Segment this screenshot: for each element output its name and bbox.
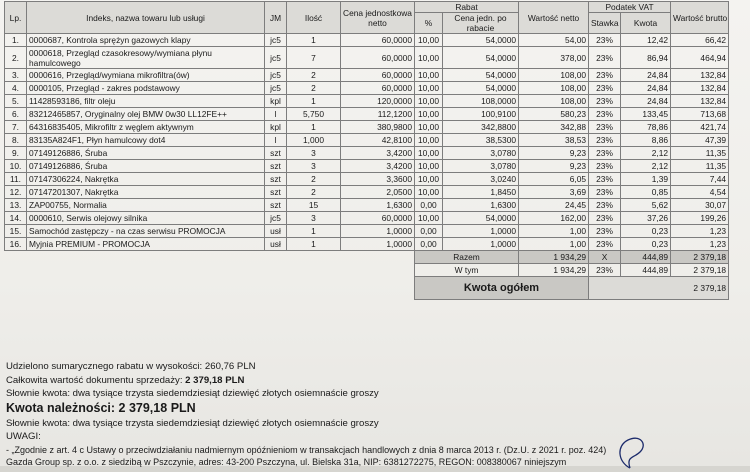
cell-vat-amount: 86,94 <box>621 47 671 69</box>
cell-qty: 1 <box>287 34 341 47</box>
cell-name: 0000618, Przegląd czasokresowy/wymiana płynu hamulcowego <box>27 47 265 69</box>
cell-name: 0000610, Serwis olejowy silnika <box>27 212 265 225</box>
handwritten-mark-icon <box>600 432 660 472</box>
cell-net: 6,05 <box>519 173 589 186</box>
cell-net: 162,00 <box>519 212 589 225</box>
cell-qty: 2 <box>287 173 341 186</box>
cell-net: 108,00 <box>519 95 589 108</box>
table-row <box>5 147 729 160</box>
cell-rabat-pct: 10,00 <box>415 82 443 95</box>
cell-rabat-price: 1,0000 <box>443 238 519 251</box>
table-row <box>5 238 729 251</box>
cell-name: 11428593186, filtr oleju <box>27 95 265 108</box>
cell-vat-rate: 23% <box>589 47 621 69</box>
cell-rabat-price: 1,8450 <box>443 186 519 199</box>
cell-name: 83212465857, Oryginalny olej BMW 0w30 LL12FE++ <box>27 108 265 121</box>
cell-name: 07149126886, Śruba <box>27 160 265 173</box>
cell-rabat-price: 3,0780 <box>443 160 519 173</box>
cell-lp: 7. <box>5 121 27 134</box>
discount-label: Udzielono sumarycznego rabatu w wysokości: <box>6 361 203 372</box>
cell-name: 07147306224, Nakrętka <box>27 173 265 186</box>
cell-net: 9,23 <box>519 160 589 173</box>
col-rabat-header: Rabat <box>415 2 519 13</box>
cell-gross: 713,68 <box>671 108 729 121</box>
cell-net: 9,23 <box>519 147 589 160</box>
cell-qty: 2 <box>287 186 341 199</box>
cell-lp: 12. <box>5 186 27 199</box>
cell-vat-rate: 23% <box>589 147 621 160</box>
due-value: 2 379,18 <box>118 401 168 415</box>
col-lp-header: Lp. <box>5 2 27 34</box>
col-unit-price-header: Cena jednostkowa netto <box>341 2 415 34</box>
cell-qty: 3 <box>287 212 341 225</box>
due-currency: PLN <box>170 401 196 415</box>
cell-unit-price: 60,0000 <box>341 47 415 69</box>
words-label-1: Słownie kwota: <box>6 388 70 399</box>
cell-rabat-pct: 10,00 <box>415 160 443 173</box>
cell-net: 24,45 <box>519 199 589 212</box>
cell-unit-price: 3,4200 <box>341 160 415 173</box>
cell-rabat-pct: 0,00 <box>415 238 443 251</box>
table-row <box>5 225 729 238</box>
cell-vat-amount: 78,86 <box>621 121 671 134</box>
discount-line <box>6 361 256 372</box>
cell-gross: 1,23 <box>671 225 729 238</box>
razem-vat: 444,89 <box>621 251 671 264</box>
words-line-2 <box>6 418 379 429</box>
cell-qty: 1,000 <box>287 134 341 147</box>
col-rabat-pct-header: % <box>415 13 443 34</box>
table-row <box>5 108 729 121</box>
table-row <box>5 134 729 147</box>
cell-gross: 421,74 <box>671 121 729 134</box>
cell-vat-rate: 23% <box>589 186 621 199</box>
cell-vat-rate: 23% <box>589 212 621 225</box>
cell-qty: 1 <box>287 225 341 238</box>
cell-unit-price: 120,0000 <box>341 95 415 108</box>
note-line-2: Gazda Group sp. z o.o. z siedzibą w Pszczynie, adres: 43-200 Pszczyna, ul. Bielska 31a, NIP: 6381272275, REGON: 008380067 niniejszym <box>6 457 567 467</box>
cell-jm: kpl <box>265 121 287 134</box>
cell-net: 580,23 <box>519 108 589 121</box>
cell-vat-amount: 133,45 <box>621 108 671 121</box>
note-line-1: - „Zgodnie z art. 4 c Ustawy o przeciwdziałaniu nadmiernym opóźnieniom w transakcjach handlowych z dnia 8 marca 2013 r. (Dz.U. z 2021 r. poz. 424) <box>6 445 607 455</box>
cell-unit-price: 1,0000 <box>341 238 415 251</box>
cell-name: 0000105, Przegląd - zakres podstawowy <box>27 82 265 95</box>
cell-net: 38,53 <box>519 134 589 147</box>
cell-rabat-price: 54,0000 <box>443 212 519 225</box>
cell-net: 1,00 <box>519 238 589 251</box>
discount-currency: PLN <box>236 361 256 372</box>
cell-lp: 8. <box>5 134 27 147</box>
cell-qty: 15 <box>287 199 341 212</box>
cell-qty: 1 <box>287 238 341 251</box>
cell-jm: szt <box>265 173 287 186</box>
summary-total-row <box>5 277 729 300</box>
cell-lp: 2. <box>5 47 27 69</box>
table-row <box>5 121 729 134</box>
cell-lp: 11. <box>5 173 27 186</box>
cell-rabat-pct: 10,00 <box>415 173 443 186</box>
cell-rabat-price: 1,6300 <box>443 199 519 212</box>
cell-qty: 5,750 <box>287 108 341 121</box>
col-qty-header: Ilość <box>287 2 341 34</box>
cell-rabat-price: 1,0000 <box>443 225 519 238</box>
cell-jm: kpl <box>265 95 287 108</box>
col-vat-header: Podatek VAT <box>589 2 671 13</box>
cell-rabat-pct: 0,00 <box>415 225 443 238</box>
doc-value-line <box>6 375 244 386</box>
words-label-2: Słownie kwota: <box>6 418 70 429</box>
table-row <box>5 47 729 69</box>
razem-label: Razem <box>415 251 519 264</box>
cell-gross: 199,26 <box>671 212 729 225</box>
cell-jm: usł <box>265 238 287 251</box>
razem-rate: X <box>589 251 621 264</box>
cell-net: 378,00 <box>519 47 589 69</box>
cell-vat-rate: 23% <box>589 121 621 134</box>
cell-lp: 13. <box>5 199 27 212</box>
cell-vat-amount: 2,12 <box>621 160 671 173</box>
cell-net: 1,00 <box>519 225 589 238</box>
cell-qty: 1 <box>287 95 341 108</box>
cell-unit-price: 3,4200 <box>341 147 415 160</box>
doc-value-label: Całkowita wartość dokumentu sprzedaży: <box>6 375 183 386</box>
cell-vat-amount: 5,62 <box>621 199 671 212</box>
cell-rabat-price: 54,0000 <box>443 82 519 95</box>
due-label: Kwota należności: <box>6 401 116 415</box>
cell-unit-price: 380,9800 <box>341 121 415 134</box>
cell-rabat-price: 54,0000 <box>443 69 519 82</box>
cell-vat-amount: 1,39 <box>621 173 671 186</box>
cell-rabat-price: 3,0780 <box>443 147 519 160</box>
cell-gross: 11,35 <box>671 160 729 173</box>
cell-name: 0000687, Kontrola sprężyn gazowych klapy <box>27 34 265 47</box>
cell-jm: usł <box>265 225 287 238</box>
cell-vat-amount: 0,85 <box>621 186 671 199</box>
cell-lp: 1. <box>5 34 27 47</box>
cell-rabat-pct: 0,00 <box>415 199 443 212</box>
cell-gross: 47,39 <box>671 134 729 147</box>
cell-unit-price: 112,1200 <box>341 108 415 121</box>
table-row <box>5 212 729 225</box>
cell-rabat-pct: 10,00 <box>415 47 443 69</box>
cell-gross: 132,84 <box>671 69 729 82</box>
cell-lp: 6. <box>5 108 27 121</box>
cell-jm: jc5 <box>265 47 287 69</box>
cell-qty: 1 <box>287 121 341 134</box>
doc-currency: PLN <box>225 375 245 386</box>
col-name-header: Indeks, nazwa towaru lub usługi <box>27 2 265 34</box>
cell-vat-amount: 24,84 <box>621 69 671 82</box>
total-value: 2 379,18 <box>589 277 729 300</box>
cell-vat-rate: 23% <box>589 108 621 121</box>
cell-rabat-pct: 10,00 <box>415 108 443 121</box>
cell-rabat-price: 54,0000 <box>443 47 519 69</box>
cell-unit-price: 3,3600 <box>341 173 415 186</box>
cell-vat-rate: 23% <box>589 134 621 147</box>
doc-value: 2 379,18 <box>185 375 223 386</box>
wtym-label: W tym <box>415 264 519 277</box>
table-row <box>5 82 729 95</box>
cell-vat-amount: 8,86 <box>621 134 671 147</box>
cell-jm: jc5 <box>265 34 287 47</box>
total-label: Kwota ogółem <box>415 277 589 300</box>
col-vat-amount-header: Kwota <box>621 13 671 34</box>
cell-lp: 16. <box>5 238 27 251</box>
cell-vat-amount: 0,23 <box>621 225 671 238</box>
wtym-gross: 2 379,18 <box>671 264 729 277</box>
table-row <box>5 186 729 199</box>
cell-rabat-pct: 10,00 <box>415 212 443 225</box>
cell-rabat-price: 54,0000 <box>443 34 519 47</box>
cell-rabat-pct: 10,00 <box>415 34 443 47</box>
cell-gross: 11,35 <box>671 147 729 160</box>
cell-name: 64316835405, Mikrofiltr z węglem aktywnym <box>27 121 265 134</box>
razem-net: 1 934,29 <box>519 251 589 264</box>
summary-wtym-row <box>5 264 729 277</box>
cell-rabat-pct: 10,00 <box>415 147 443 160</box>
cell-gross: 132,84 <box>671 95 729 108</box>
cell-net: 342,88 <box>519 121 589 134</box>
cell-jm: szt <box>265 147 287 160</box>
cell-qty: 7 <box>287 47 341 69</box>
cell-name: Samochód zastępczy - na czas serwisu PROMOCJA <box>27 225 265 238</box>
cell-lp: 3. <box>5 69 27 82</box>
col-rabat-price-header: Cena jedn. po rabacie <box>443 13 519 34</box>
cell-vat-amount: 12,42 <box>621 34 671 47</box>
cell-qty: 2 <box>287 69 341 82</box>
cell-net: 108,00 <box>519 82 589 95</box>
wtym-vat: 444,89 <box>621 264 671 277</box>
cell-unit-price: 1,0000 <box>341 225 415 238</box>
cell-unit-price: 42,8100 <box>341 134 415 147</box>
cell-lp: 9. <box>5 147 27 160</box>
cell-jm: jc5 <box>265 212 287 225</box>
cell-rabat-price: 3,0240 <box>443 173 519 186</box>
cell-vat-amount: 2,12 <box>621 147 671 160</box>
cell-net: 108,00 <box>519 69 589 82</box>
cell-rabat-pct: 10,00 <box>415 95 443 108</box>
table-row <box>5 173 729 186</box>
cell-vat-rate: 23% <box>589 225 621 238</box>
col-jm-header: JM <box>265 2 287 34</box>
cell-gross: 1,23 <box>671 238 729 251</box>
cell-lp: 14. <box>5 212 27 225</box>
cell-vat-rate: 23% <box>589 82 621 95</box>
cell-rabat-price: 38,5300 <box>443 134 519 147</box>
cell-name: Myjnia PREMIUM - PROMOCJA <box>27 238 265 251</box>
cell-gross: 66,42 <box>671 34 729 47</box>
cell-jm: l <box>265 134 287 147</box>
cell-name: 83135A824F1, Płyn hamulcowy dot4 <box>27 134 265 147</box>
cell-name: 07147201307, Nakrętka <box>27 186 265 199</box>
cell-qty: 3 <box>287 160 341 173</box>
cell-vat-amount: 24,84 <box>621 82 671 95</box>
cell-unit-price: 2,0500 <box>341 186 415 199</box>
cell-unit-price: 60,0000 <box>341 212 415 225</box>
table-row <box>5 69 729 82</box>
cell-rabat-price: 108,0000 <box>443 95 519 108</box>
due-line <box>6 401 196 415</box>
words-1: dwa tysiące trzysta siedemdziesiąt dziewięć złotych osiemnaście groszy <box>72 388 379 399</box>
cell-lp: 5. <box>5 95 27 108</box>
cell-net: 3,69 <box>519 186 589 199</box>
cell-jm: szt <box>265 199 287 212</box>
cell-name: 0000616, Przegląd/wymiana mikrofiltra(ów) <box>27 69 265 82</box>
razem-gross: 2 379,18 <box>671 251 729 264</box>
cell-rabat-price: 342,8800 <box>443 121 519 134</box>
col-net-header: Wartość netto <box>519 2 589 34</box>
cell-rabat-price: 100,9100 <box>443 108 519 121</box>
col-gross-header: Wartość brutto <box>671 2 729 34</box>
cell-unit-price: 1,6300 <box>341 199 415 212</box>
wtym-rate: 23% <box>589 264 621 277</box>
table-row <box>5 199 729 212</box>
cell-rabat-pct: 10,00 <box>415 134 443 147</box>
cell-lp: 10. <box>5 160 27 173</box>
cell-qty: 2 <box>287 82 341 95</box>
cell-rabat-pct: 10,00 <box>415 69 443 82</box>
cell-qty: 3 <box>287 147 341 160</box>
table-header-row <box>5 2 729 13</box>
cell-gross: 464,94 <box>671 47 729 69</box>
cell-vat-rate: 23% <box>589 95 621 108</box>
table-row <box>5 34 729 47</box>
cell-jm: l <box>265 108 287 121</box>
cell-vat-rate: 23% <box>589 238 621 251</box>
cell-unit-price: 60,0000 <box>341 34 415 47</box>
cell-gross: 4,54 <box>671 186 729 199</box>
words-2: dwa tysiące trzysta siedemdziesiąt dziewięć złotych osiemnaście groszy <box>72 418 379 429</box>
cell-rabat-pct: 10,00 <box>415 186 443 199</box>
cell-vat-amount: 24,84 <box>621 95 671 108</box>
cell-vat-rate: 23% <box>589 34 621 47</box>
cell-unit-price: 60,0000 <box>341 82 415 95</box>
cell-name: ZAP00755, Normalia <box>27 199 265 212</box>
cell-lp: 15. <box>5 225 27 238</box>
cell-unit-price: 60,0000 <box>341 69 415 82</box>
cell-gross: 7,44 <box>671 173 729 186</box>
wtym-net: 1 934,29 <box>519 264 589 277</box>
summary-razem-row <box>5 251 729 264</box>
cell-vat-rate: 23% <box>589 69 621 82</box>
cell-jm: jc5 <box>265 82 287 95</box>
cell-vat-rate: 23% <box>589 199 621 212</box>
cell-lp: 4. <box>5 82 27 95</box>
invoice-items-table <box>4 1 729 300</box>
cell-vat-amount: 37,26 <box>621 212 671 225</box>
cell-vat-rate: 23% <box>589 160 621 173</box>
words-line-1 <box>6 388 379 399</box>
cell-rabat-pct: 10,00 <box>415 121 443 134</box>
table-row <box>5 160 729 173</box>
cell-jm: szt <box>265 186 287 199</box>
cell-jm: jc5 <box>265 69 287 82</box>
cell-net: 54,00 <box>519 34 589 47</box>
table-row <box>5 95 729 108</box>
col-vat-rate-header: Stawka <box>589 13 621 34</box>
discount-value: 260,76 <box>204 361 235 372</box>
cell-vat-rate: 23% <box>589 173 621 186</box>
cell-gross: 132,84 <box>671 82 729 95</box>
cell-name: 07149126886, Śruba <box>27 147 265 160</box>
cell-gross: 30,07 <box>671 199 729 212</box>
cell-jm: szt <box>265 160 287 173</box>
cell-vat-amount: 0,23 <box>621 238 671 251</box>
notes-label: UWAGI: <box>6 431 41 442</box>
